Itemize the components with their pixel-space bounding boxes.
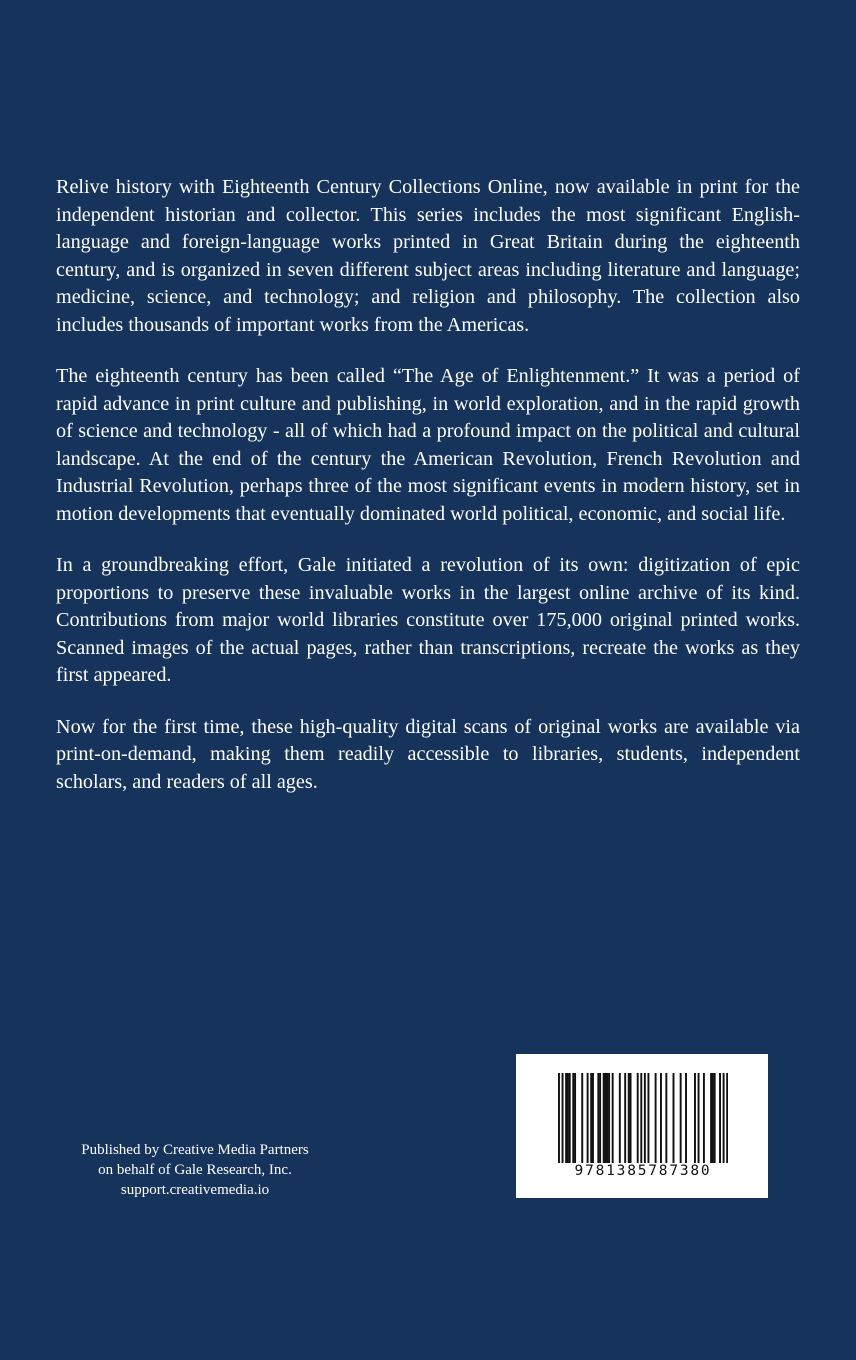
barcode-bar [710, 1073, 712, 1163]
barcode-bar [637, 1073, 639, 1163]
barcode-bar [680, 1073, 682, 1163]
barcode-bar [698, 1073, 700, 1163]
barcode-bar [628, 1073, 630, 1163]
barcode-bar [558, 1073, 560, 1173]
barcode-bar [590, 1073, 592, 1163]
barcode-bar [597, 1073, 599, 1163]
publisher-website: support.creativemedia.io [120, 1182, 270, 1198]
barcode-bar [712, 1073, 714, 1163]
barcode-bar [647, 1073, 649, 1163]
barcode-bar [644, 1073, 646, 1173]
barcode-bar [608, 1073, 610, 1163]
barcode-bar [714, 1073, 716, 1163]
barcode-bar [587, 1073, 589, 1163]
barcode-bar [624, 1073, 626, 1163]
barcode-bar [599, 1073, 601, 1163]
publisher-behalf-line: on behalf of Gale Research, Inc. [98, 1162, 292, 1178]
barcode-bar [592, 1073, 594, 1163]
barcode-label [516, 1054, 768, 1198]
barcode-bar [606, 1073, 608, 1163]
barcode-bar [572, 1073, 574, 1163]
description-paragraph-1: Relive history with Eighteenth Century Collections Online, now available in print for the independent historian and collector. This series includes the most significant English-language and foreign-language works printed in Great Britain during the eighteenth century, and is organized in seven different subject areas including literature and language; medicine, science, and technology; and religion and philosophy. The collection also includes thousands of important works from the Americas. [56, 176, 800, 336]
barcode-bar [565, 1073, 567, 1163]
barcode-bar [562, 1073, 564, 1173]
barcode-bar [567, 1073, 569, 1163]
barcode-bar [665, 1073, 667, 1163]
barcode-bar [619, 1073, 621, 1163]
barcode-bar [612, 1073, 614, 1163]
isbn-number: 9781385787380 [556, 1163, 730, 1179]
barcode-bar [603, 1073, 605, 1163]
barcode-bar [655, 1073, 657, 1163]
barcode-bar [703, 1073, 705, 1163]
barcode-bar [723, 1073, 725, 1173]
barcode-bar [574, 1073, 576, 1163]
publisher-line: Published by Creative Media Partners [81, 1142, 309, 1158]
barcode-bar [694, 1073, 696, 1163]
barcode-bar [581, 1073, 583, 1163]
description-block [56, 174, 800, 820]
barcode-bars [558, 1073, 728, 1173]
barcode-bar [673, 1073, 675, 1163]
barcode-bar [605, 1073, 607, 1163]
barcode-bar [726, 1073, 728, 1173]
barcode-bar [685, 1073, 687, 1163]
barcode-bar [630, 1073, 632, 1163]
description-paragraph-4: Now for the first time, these high-quality digital scans of original works are available via print-on-demand, making them readily accessible to libraries, students, independent scholars, and readers of all ages. [56, 715, 800, 793]
barcode-bar [719, 1073, 721, 1163]
description-paragraph-3: In a groundbreaking effort, Gale initiated a revolution of its own: digitization of epic proportions to preserve these invaluable works in the largest online archive of its kind. Contributions from major world libraries constitute over 175,000 original printed works. Scanned images of the actual pages, rather than transcriptions, recreate the works as they first appeared. [56, 554, 800, 686]
barcode-bar [660, 1073, 662, 1163]
description-paragraph-2: The eighteenth century has been called “The Age of Enlightenment.” It was a period of rapid advance in print culture and publishing, in world exploration, and in the rapid growth of science and technology - all of which had a profound impact on the political and cultural landscape. At the end of the century the American Revolution, French Revolution and Industrial Revolution, perhaps three of the most significant events in modern history, set in motion developments that eventually dominated world political, economic, and social life. [56, 365, 800, 525]
barcode-bar [569, 1073, 571, 1163]
publisher-info [70, 1140, 320, 1200]
barcode-bar [640, 1073, 642, 1173]
